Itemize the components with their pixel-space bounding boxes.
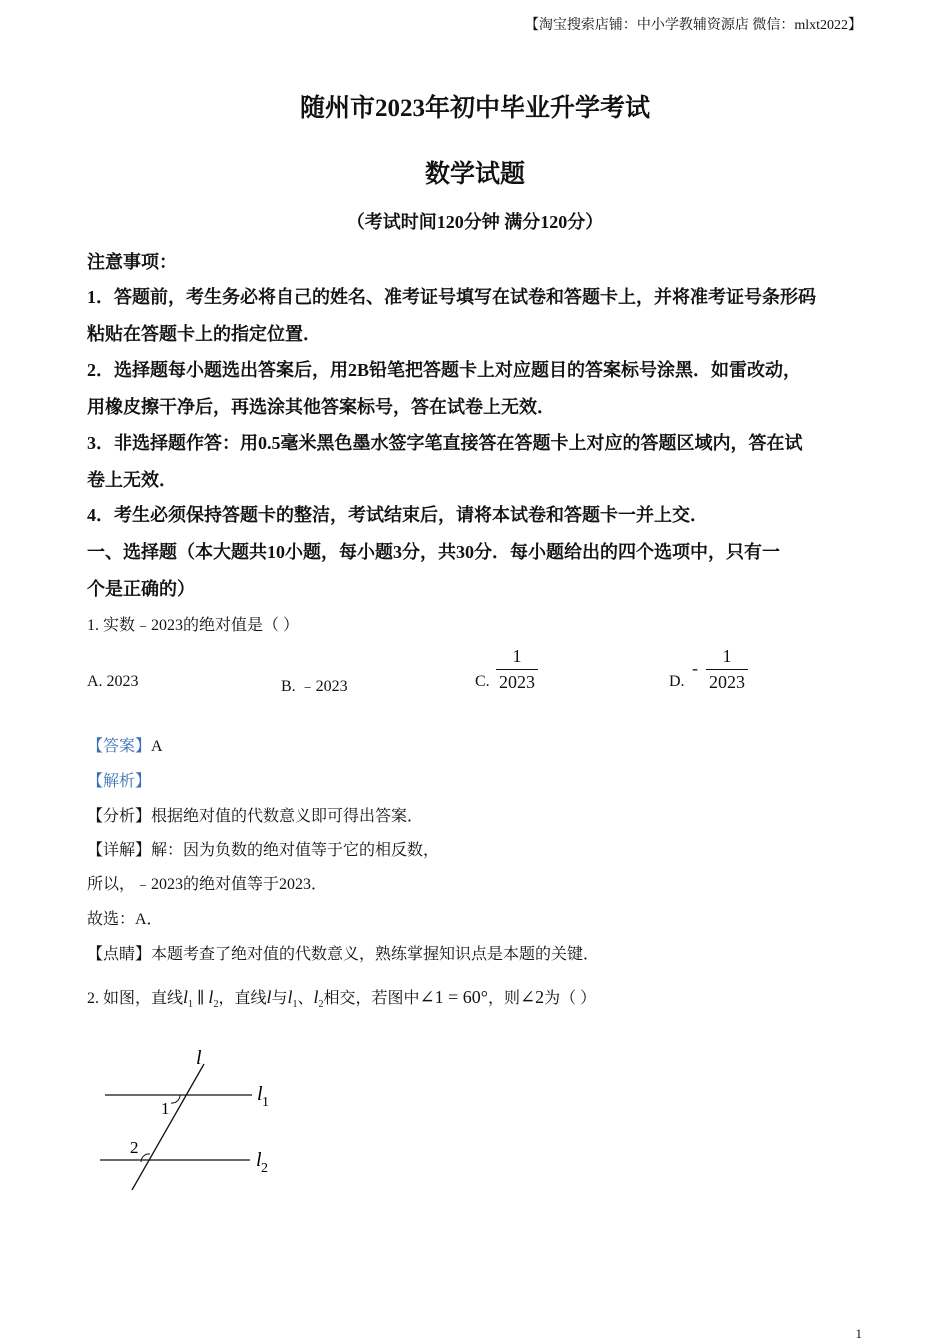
angle-1-arc <box>171 1095 180 1103</box>
q2-text: 为（ ） <box>544 990 597 1007</box>
q2-l2-sub: 2 <box>318 999 324 1010</box>
option-a: A. 2023 <box>87 673 139 690</box>
option-d-fraction <box>706 646 748 693</box>
note-line: 2．选择题每小题选出答案后，用2B铅笔把答题卡上对应题目的答案标号涂黑．如雷改动， <box>87 360 802 380</box>
q2-text: ，直线 <box>218 990 267 1007</box>
q2-l2: l <box>208 987 214 1007</box>
note-line: 4．考生必须保持答题卡的整洁，考试结束后，请将本试卷和答题卡一并上交． <box>87 505 708 525</box>
question-1-stem: 1. 实数﹣2023的绝对值是（ ） <box>87 617 300 634</box>
exam-subtitle: 数学试题 <box>424 161 525 188</box>
note-line: 1．答题前，考生务必将自己的姓名、准考证号填写在试卷和答题卡上，并将准考证号条形码 <box>87 287 816 307</box>
notes-heading: 注意事项： <box>87 252 177 272</box>
q2-text: ，则 <box>487 990 520 1007</box>
label-l1-sub: 1 <box>262 1095 269 1110</box>
fraction-denominator: 2023 <box>709 672 745 692</box>
parallel-lines-figure <box>90 1040 300 1200</box>
q2-text: 2. 如图，直线 <box>87 990 184 1007</box>
exam-info: （考试时间120分钟 满分120分） <box>346 212 604 232</box>
q2-text: 与 <box>271 990 288 1007</box>
q2-l1-sub: 1 <box>292 999 298 1010</box>
q2-text: 、 <box>297 990 314 1007</box>
q2-text: 相交，若图中 <box>323 990 420 1007</box>
header-note: 【淘宝搜索店铺：中小学教辅资源店 微信：mlxt2022】 <box>524 18 862 33</box>
analysis-tag: 【解析】 <box>87 773 152 790</box>
label-l1: l <box>257 1083 263 1105</box>
analysis-guxuan: 故选：A． <box>87 911 163 928</box>
page-number: 1 <box>855 1326 862 1341</box>
exam-title: 随州市2023年初中毕业升学考试 <box>299 95 650 122</box>
analysis-suoyi: 所以，﹣2023的绝对值等于2023． <box>87 876 328 893</box>
fraction-numerator: 1 <box>722 646 732 666</box>
note-line: 粘贴在答题卡上的指定位置． <box>87 324 321 344</box>
q2-l1: l <box>287 987 293 1007</box>
option-b: B. ﹣2023 <box>281 678 348 695</box>
option-d-minus: - <box>692 658 698 678</box>
answer-value: A <box>151 738 163 755</box>
label-l: l <box>196 1047 202 1069</box>
angle-1-equation: ∠1 = 60° <box>419 987 488 1007</box>
q2-l1-sub: 1 <box>188 999 194 1010</box>
analysis-dianjing: 【点睛】本题考查了绝对值的代数意义，熟练掌握知识点是本题的关键． <box>87 946 600 963</box>
note-line: 3．非选择题作答：用0.5毫米黑色墨水签字笔直接答在答题卡上对应的答题区域内，答在试 <box>87 433 803 453</box>
note-line: 用橡皮擦干净后，再选涂其他答案标号，答在试卷上无效． <box>87 397 555 417</box>
section-heading-cont: 个是正确的） <box>87 579 195 599</box>
parallel-symbol: ∥ <box>197 990 205 1007</box>
q2-l: l <box>266 987 272 1007</box>
label-l2-sub: 2 <box>261 1161 268 1176</box>
q2-l2: l <box>313 987 319 1007</box>
note-line: 卷上无效． <box>87 470 177 490</box>
fraction-denominator: 2023 <box>499 672 535 692</box>
section-heading: 一、选择题（本大题共10小题，每小题3分，共30分．每小题给出的四个选项中，只有一 <box>87 542 780 562</box>
label-l2: l <box>256 1149 262 1171</box>
option-c-fraction <box>496 646 538 693</box>
answer-tag: 【答案】 <box>87 738 152 755</box>
angle-label-2: 2 <box>130 1138 139 1157</box>
question-2-stem <box>87 985 596 1010</box>
option-d-label: D. <box>669 673 685 690</box>
fraction-numerator: 1 <box>512 646 522 666</box>
q2-l2-sub: 2 <box>213 999 219 1010</box>
angle-label-1: 1 <box>161 1099 170 1118</box>
angle-2-symbol: ∠2 <box>520 987 545 1007</box>
option-c-label: C. <box>475 673 490 690</box>
analysis-fenxi: 【分析】根据绝对值的代数意义即可得出答案． <box>87 808 424 825</box>
analysis-xiangjie: 【详解】解：因为负数的绝对值等于它的相反数， <box>87 842 440 859</box>
transversal-l <box>132 1064 204 1190</box>
q2-l1: l <box>183 987 189 1007</box>
answer-line <box>87 733 163 756</box>
